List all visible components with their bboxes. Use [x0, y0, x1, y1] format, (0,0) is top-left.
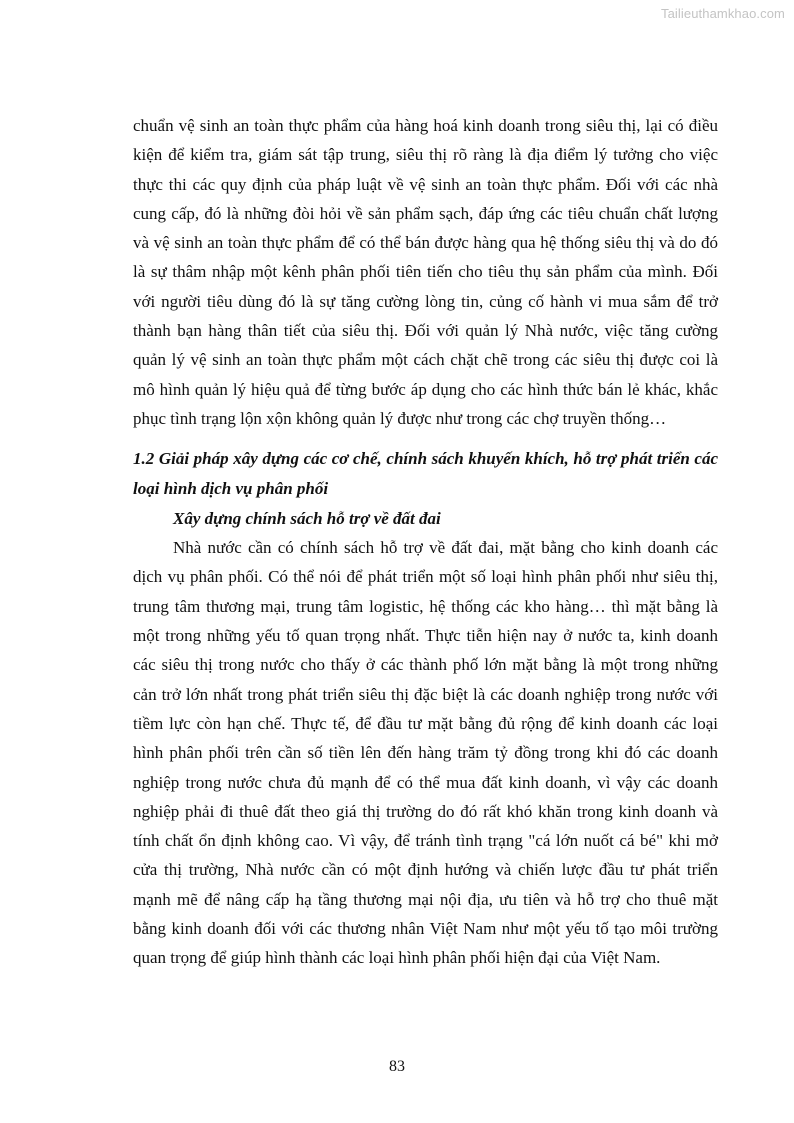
paragraph-continuation: chuẩn vệ sinh an toàn thực phẩm của hàng hoá kinh doanh trong siêu thị, lại có điều kiện để kiểm tra, giám sát tập trung, siêu thị rõ ràng là địa điểm lý tưởng cho việc thực thi các quy định của pháp luật về vệ sinh an toàn thực phẩm. Đối với các nhà cung cấp, đó là những đòi hỏi về sản phẩm sạch, đáp ứng các tiêu chuẩn chất lượng và vệ sinh an toàn thực phẩm để có thể bán được hàng qua hệ thống siêu thị và do đó là sự thâm nhập một kênh phân phối tiên tiến cho tiêu thụ sản phẩm của mình. Đối với người tiêu dùng đó là sự tăng cường lòng tin, củng cố hành vi mua sắm để trở thành bạn hàng thân tiết của siêu thị. Đối với quản lý Nhà nước, việc tăng cường quản lý vệ sinh an toàn thực phẩm một cách chặt chẽ trong các siêu thị được coi là mô hình quản lý hiệu quả để từng bước áp dụng cho các hình thức bán lẻ khác, khắc phục tình trạng lộn xộn không quản lý được như trong các chợ truyền thống…: [133, 116, 718, 428]
section-heading: 1.2 Giải pháp xây dựng các cơ chế, chính sách khuyến khích, hỗ trợ phát triển các loại hình dịch vụ phân phối: [133, 449, 718, 498]
document-body: [133, 111, 718, 973]
page-number: 83: [389, 1058, 405, 1075]
paragraph-land-policy: Nhà nước cần có chính sách hỗ trợ về đất đai, mặt bằng cho kinh doanh các dịch vụ phân phối. Có thể nói để phát triển một số loại hình phân phối như siêu thị, trung tâm thương mại, trung tâm logistic, hệ thống các kho hàng… thì mặt bằng là một trong những yếu tố quan trọng nhất. Thực tiễn hiện nay ở nước ta, kinh doanh các siêu thị trong nước cho thấy ở các thành phố lớn mặt bằng là một trong những cản trở lớn nhất trong phát triển siêu thị đặc biệt là các doanh nghiệp trong nước với tiềm lực còn hạn chế. Thực tế, để đầu tư mặt bằng đủ rộng để kinh doanh các loại hình phân phối trên cần số tiền lên đến hàng trăm tỷ đồng trong khi đó các doanh nghiệp trong nước chưa đủ mạnh để có thể mua đất kinh doanh, vì vậy các doanh nghiệp phải đi thuê đất theo giá thị trường do đó rất khó khăn trong kinh doanh và tính chất ổn định không cao. Vì vậy, để tránh tình trạng "cá lớn nuốt cá bé" khi mở cửa thị trường, Nhà nước cần có một định hướng và chiến lược đầu tư phát triển mạnh mẽ để nâng cấp hạ tầng thương mại nội địa, ưu tiên và hỗ trợ cho thuê mặt bằng kinh doanh đối với các thương nhân Việt Nam như một yếu tố tạo môi trường quan trọng để giúp hình thành các loại hình phân phối hiện đại của Việt Nam.: [133, 538, 718, 968]
watermark: Tailieuthamkhao.com: [660, 6, 785, 21]
subsection-heading: Xây dựng chính sách hỗ trợ về đất đai: [173, 508, 441, 528]
